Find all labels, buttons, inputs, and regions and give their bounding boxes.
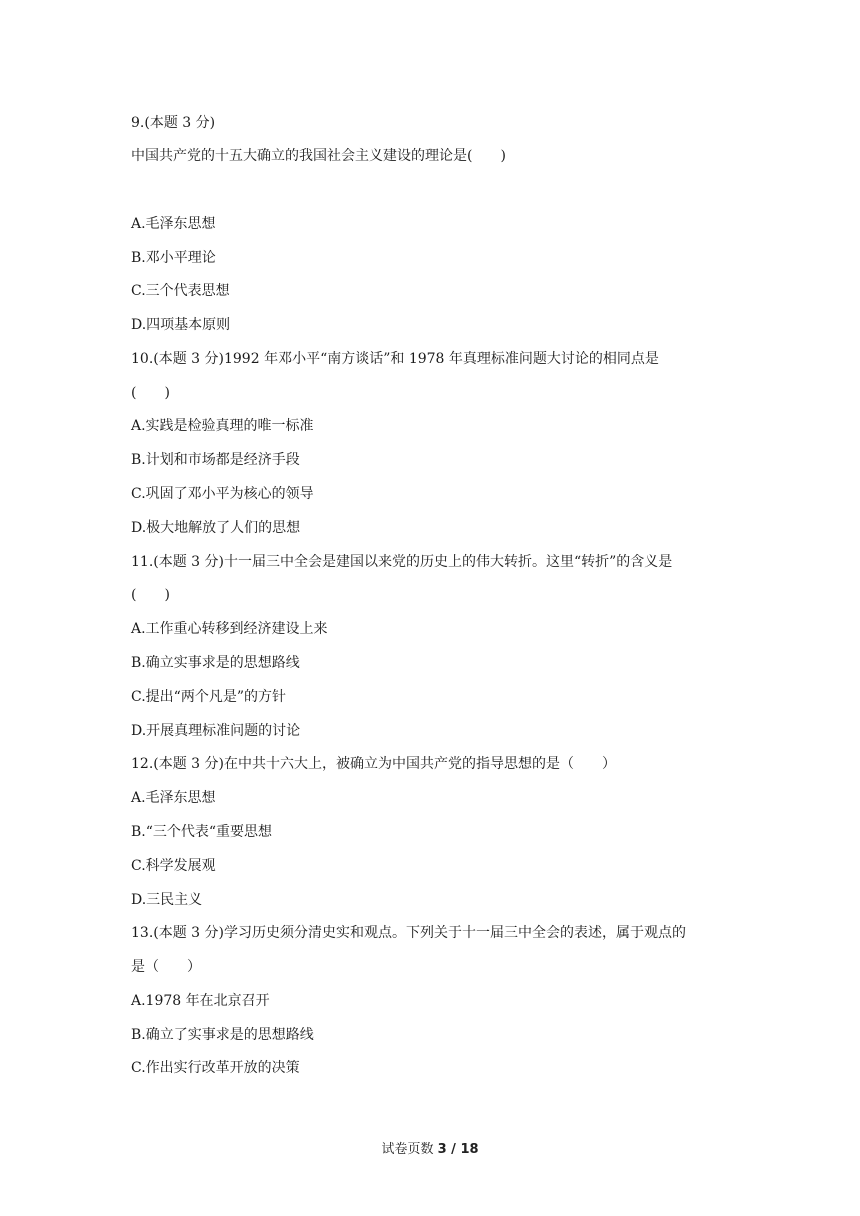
question-10-option-c: C.巩固了邓小平为核心的领导 [131,486,314,502]
page-footer [0,1138,860,1157]
question-11-option-c: C.提出“两个凡是”的方针 [131,689,286,705]
question-11-option-d: D.开展真理标准问题的讨论 [131,723,301,739]
question-12-option-d: D.三民主义 [131,892,203,908]
question-10-option-a: A.实践是检验真理的唯一标准 [131,418,314,434]
question-13-stem-cont: 是（ ） [131,959,201,975]
footer-label: 试卷页数 [381,1142,434,1157]
question-13-option-a: A.1978 年在北京召开 [131,993,270,1009]
page-number-total: 18 [460,1142,479,1157]
question-10-option-d: D.极大地解放了人们的思想 [131,520,301,536]
question-11-option-a: A.工作重心转移到经济建设上来 [131,621,328,637]
question-9-header: 9.(本题 3 分) [131,115,216,131]
question-11-stem-cont: ( ) [131,587,170,603]
question-9-option-a: A.毛泽东思想 [131,216,216,232]
question-10-stem-cont: ( ) [131,385,170,401]
question-9-option-c: C.三个代表思想 [131,283,230,299]
page-number-current: 3 [437,1142,447,1157]
question-12-option-b: B.“三个代表“重要思想 [131,824,273,840]
question-10-stem: 10.(本题 3 分)1992 年邓小平“南方谈话”和 1978 年真理标准问题大讨论的相同点是 [131,351,659,367]
question-9-stem: 中国共产党的十五大确立的我国社会主义建设的理论是( ) [131,148,506,164]
question-13-stem: 13.(本题 3 分)学习历史须分清史实和观点。下列关于十一届三中全会的表述，属于观点的 [131,925,686,941]
question-12-option-a: A.毛泽东思想 [131,790,216,806]
question-13-option-b: B.确立了实事求是的思想路线 [131,1027,314,1043]
question-11-option-b: B.确立实事求是的思想路线 [131,655,300,671]
question-9-option-d: D.四项基本原则 [131,317,231,333]
question-12-stem: 12.(本题 3 分)在中共十六大上，被确立为中国共产党的指导思想的是（ ） [131,756,616,772]
question-11-stem: 11.(本题 3 分)十一届三中全会是建国以来党的历史上的伟大转折。这里“转折”的含义是 [131,554,673,570]
page-number-separator: / [446,1142,461,1157]
question-9-option-b: B.邓小平理论 [131,250,216,266]
question-12-option-c: C.科学发展观 [131,858,216,874]
question-13-option-c: C.作出实行改革开放的决策 [131,1060,300,1076]
question-10-option-b: B.计划和市场都是经济手段 [131,452,300,468]
